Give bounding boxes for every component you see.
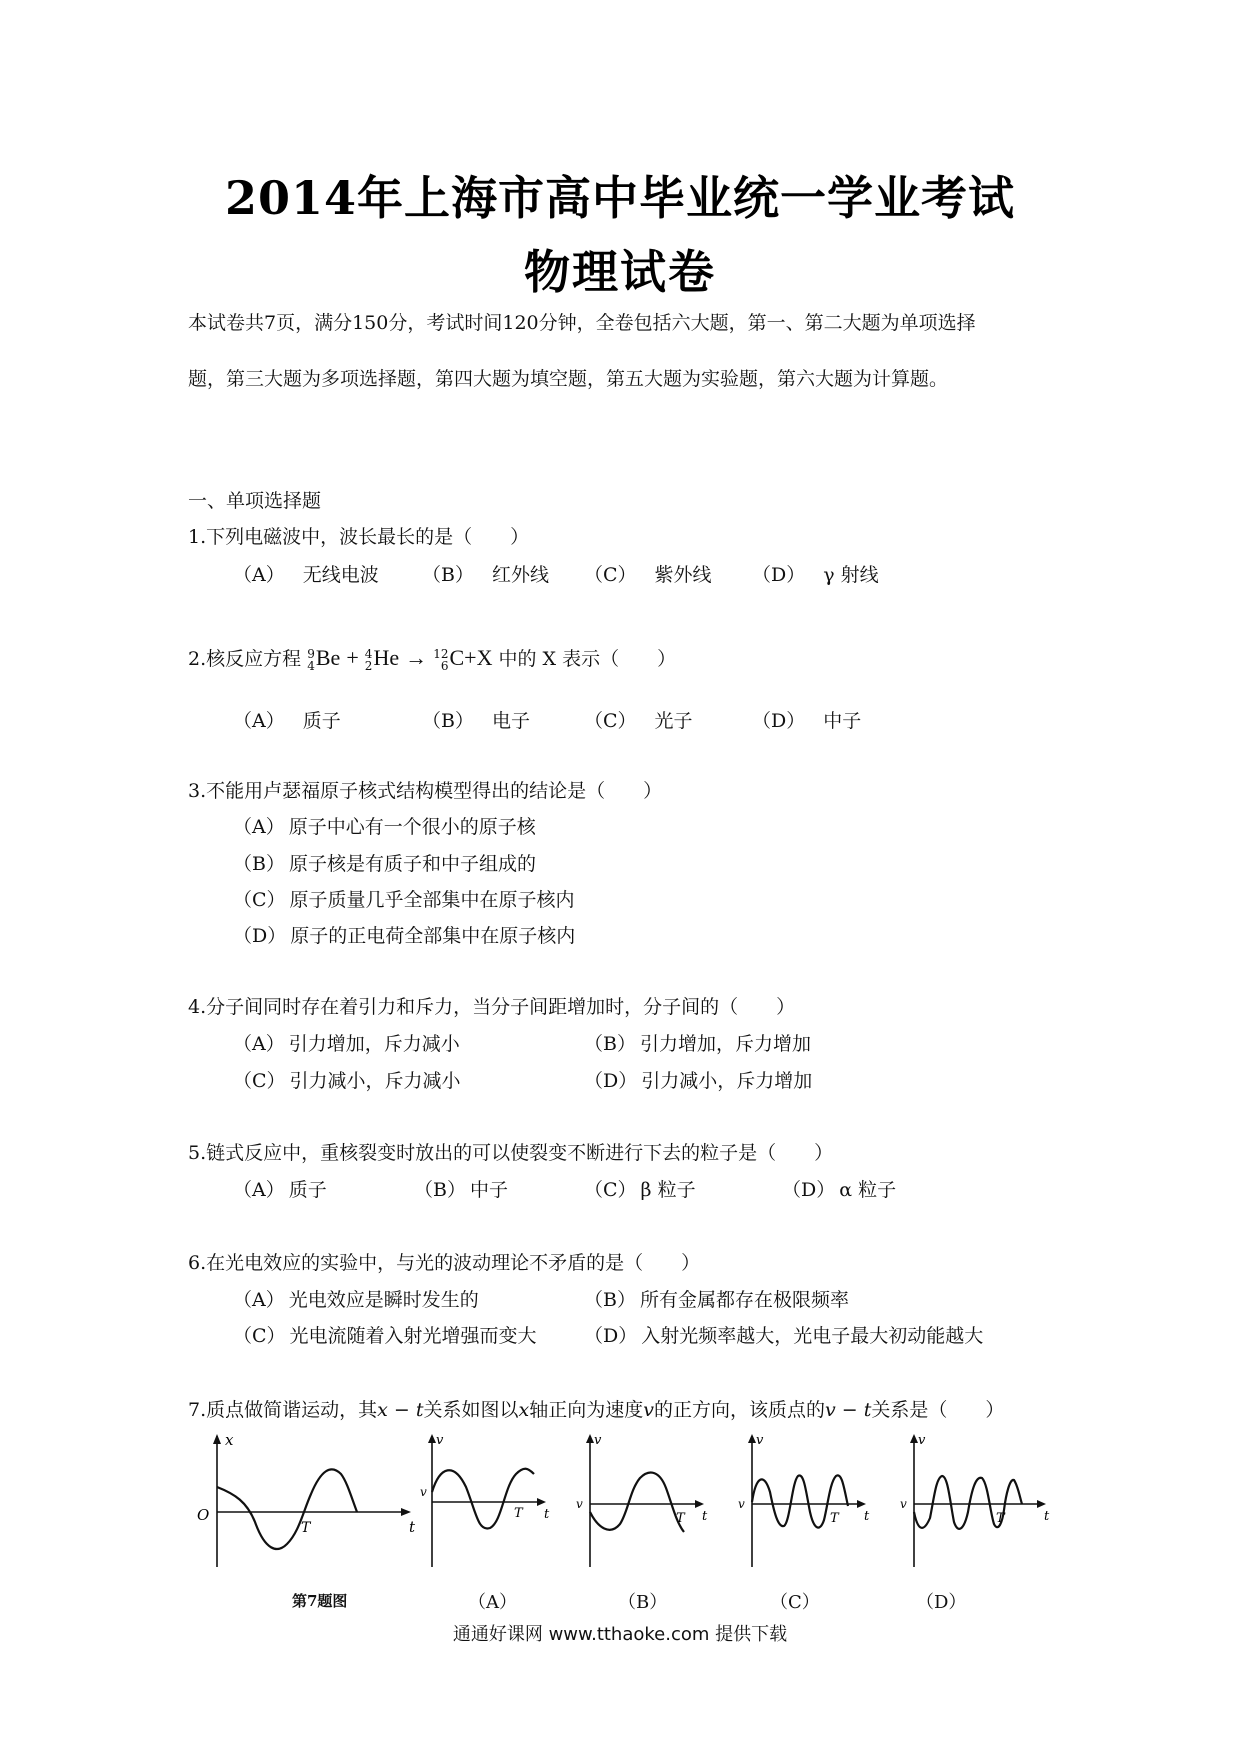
option-b-curve xyxy=(590,1473,684,1532)
option-text: 红外线 xyxy=(491,564,549,586)
c-symbol: C xyxy=(449,645,465,670)
q1-option-d xyxy=(752,560,879,587)
option-text: 引力减小，斥力减小 xyxy=(289,1070,461,1092)
option-label: （D） xyxy=(584,1070,638,1092)
q4-stem: 4.分子间同时存在着引力和斥力，当分子间距增加时，分子间的（ ） xyxy=(188,996,796,1018)
q7-option-b-graph xyxy=(572,1432,712,1572)
q3-option-d xyxy=(233,921,575,948)
c-atomic-number: 6 xyxy=(440,659,449,673)
q7-option-c-graph xyxy=(734,1432,874,1572)
option-text: 质子 xyxy=(288,1179,327,1201)
period-label: T xyxy=(830,1511,839,1526)
be-atomic-number: 4 xyxy=(307,659,315,673)
option-label: （B） xyxy=(414,1179,466,1201)
option-label: （A） xyxy=(233,1289,285,1311)
option-text: 引力减小，斥力增加 xyxy=(641,1070,813,1092)
q6-option-c xyxy=(233,1321,537,1348)
q5-option-a xyxy=(233,1175,327,1202)
axis-label-t: t xyxy=(864,1509,870,1524)
axis-label-t: t xyxy=(409,1518,416,1536)
axis-label-t: t xyxy=(544,1507,550,1522)
option-text: 光子 xyxy=(654,710,693,732)
option-label: （B） xyxy=(422,710,474,732)
footer-source: 通通好课网 www.tthaoke.com 提供下载 xyxy=(452,1624,788,1645)
q5-option-c xyxy=(584,1175,696,1202)
option-text: 原子中心有一个很小的原子核 xyxy=(288,816,536,838)
option-label: （C） xyxy=(584,710,637,732)
option-label: （A） xyxy=(233,564,285,586)
option-label: （B） xyxy=(422,564,474,586)
option-text: 原子核是有质子和中子组成的 xyxy=(288,853,536,875)
q7-stem-part: 的正方向，该质点的 xyxy=(653,1399,825,1421)
be-superscripts xyxy=(307,648,315,672)
exam-title: 2014年上海市高中毕业统一学业考试 xyxy=(224,171,1016,225)
q2-option-c xyxy=(584,706,693,733)
option-text: 引力增加，斥力增加 xyxy=(639,1033,811,1055)
option-text: 中子 xyxy=(469,1179,508,1201)
option-text: α 粒子 xyxy=(839,1179,897,1201)
period-label: T xyxy=(676,1511,685,1526)
q6-option-d xyxy=(584,1321,983,1348)
q7-stem-part: 轴正向为速度 xyxy=(529,1399,644,1421)
q7-label-a: （A） xyxy=(468,1592,517,1613)
option-label: （B） xyxy=(584,1289,636,1311)
option-text: 原子的正电荷全部集中在原子核内 xyxy=(290,925,576,947)
q7-stem-part: 关系是（ ） xyxy=(871,1399,1005,1421)
be-mass-number: 9 xyxy=(307,647,315,661)
y-axis-arrow xyxy=(213,1434,221,1444)
option-label: （C） xyxy=(584,1179,637,1201)
q1-option-a xyxy=(233,560,379,587)
q1-option-b xyxy=(422,560,549,587)
option-label: （C） xyxy=(233,1070,286,1092)
q7-option-d-graph xyxy=(896,1432,1056,1572)
q3-option-c xyxy=(233,885,575,912)
q4-option-d xyxy=(584,1066,812,1093)
q5-option-d xyxy=(782,1175,896,1202)
option-text: 质子 xyxy=(302,710,341,732)
axis-label-v: v xyxy=(738,1497,745,1511)
q2-option-a xyxy=(233,706,341,733)
option-label: （A） xyxy=(233,816,285,838)
q4-option-a xyxy=(233,1029,460,1056)
axis-label-v: v xyxy=(918,1433,926,1448)
q5-option-b xyxy=(414,1175,508,1202)
option-label: （A） xyxy=(233,710,285,732)
option-label: （D） xyxy=(584,1325,638,1347)
option-text: 无线电波 xyxy=(302,564,379,586)
option-label: （D） xyxy=(752,564,806,586)
option-text: 中子 xyxy=(823,710,862,732)
q6-option-b xyxy=(584,1285,849,1312)
q2-suffix: 中的 X 表示（ ） xyxy=(498,648,677,670)
option-text: γ 射线 xyxy=(823,564,879,586)
option-label: （B） xyxy=(584,1033,636,1055)
arrow: → xyxy=(405,645,428,670)
origin-label: O xyxy=(197,1506,210,1524)
option-label: （D） xyxy=(233,925,287,947)
option-d-curve xyxy=(914,1476,1022,1529)
q7-label-d: （D） xyxy=(916,1592,967,1613)
axis-label-x: x xyxy=(225,1432,234,1449)
option-label: （C） xyxy=(233,889,286,911)
c-superscripts xyxy=(433,648,448,672)
he-superscripts xyxy=(365,648,373,672)
q7-xt-symbol: x − t xyxy=(377,1399,424,1421)
period-label: T xyxy=(514,1506,523,1521)
axis-label-v: v xyxy=(900,1497,907,1511)
c-mass-number: 12 xyxy=(433,647,449,661)
axis-label-v: v xyxy=(436,1433,444,1448)
q7-v-symbol: v xyxy=(643,1399,654,1421)
q7-figure-caption: 第7题图 xyxy=(292,1592,348,1610)
option-label: （B） xyxy=(233,853,285,875)
axis-label-v: v xyxy=(756,1433,764,1448)
option-label: （C） xyxy=(584,564,637,586)
option-text: 电子 xyxy=(491,710,530,732)
q7-stem-part: 关系如图以 xyxy=(423,1399,519,1421)
he-symbol: He xyxy=(373,645,400,670)
q7-label-b: （B） xyxy=(618,1592,668,1613)
q7-stem-part: 7.质点做简谐运动，其 xyxy=(188,1399,378,1421)
option-label: （A） xyxy=(233,1179,285,1201)
eq-tail: +X xyxy=(464,645,493,670)
q6-stem: 6.在光电效应的实验中，与光的波动理论不矛盾的是（ ） xyxy=(188,1252,701,1274)
q2-option-d xyxy=(752,706,861,733)
q7-x-symbol: x xyxy=(518,1399,530,1421)
he-atomic-number: 2 xyxy=(364,659,373,673)
period-label: T xyxy=(996,1511,1005,1526)
axis-label-t: t xyxy=(702,1509,708,1524)
q5-stem: 5.链式反应中，重核裂变时放出的可以使裂变不断进行下去的粒子是（ ） xyxy=(188,1142,834,1164)
option-label: （D） xyxy=(752,710,806,732)
axis-label-v: v xyxy=(420,1485,427,1499)
he-mass-number: 4 xyxy=(364,647,373,661)
intro-line-1: 本试卷共7页，满分150分，考试时间120分钟，全卷包括六大题，第一、第二大题为单项选择 xyxy=(188,312,976,334)
xt-curve xyxy=(217,1469,357,1549)
q3-option-b xyxy=(233,849,536,876)
q2-option-b xyxy=(422,706,530,733)
q6-option-a xyxy=(233,1285,479,1312)
q4-option-b xyxy=(584,1029,811,1056)
plus-sign: + xyxy=(346,645,359,670)
q3-option-a xyxy=(233,812,536,839)
axis-label-v: v xyxy=(594,1433,602,1448)
option-text: β 粒子 xyxy=(640,1179,696,1201)
q7-stem xyxy=(188,1395,1004,1422)
q7-label-c: （C） xyxy=(770,1592,820,1613)
q7-figure-xt xyxy=(195,1432,425,1572)
option-label: （A） xyxy=(233,1033,285,1055)
q7-vt-symbol: v − t xyxy=(825,1399,872,1421)
exam-subtitle: 物理试卷 xyxy=(524,245,716,299)
axis-label-v: v xyxy=(576,1497,583,1511)
q2-prefix: 2.核反应方程 xyxy=(188,648,302,670)
q1-stem: 1.下列电磁波中，波长最长的是（ ） xyxy=(188,526,530,548)
q3-stem: 3.不能用卢瑟福原子核式结构模型得出的结论是（ ） xyxy=(188,780,663,802)
t-axis-arrow xyxy=(401,1508,411,1516)
option-text: 引力增加，斥力减小 xyxy=(288,1033,460,1055)
option-text: 所有金属都存在极限频率 xyxy=(639,1289,849,1311)
option-label: （C） xyxy=(233,1325,286,1347)
option-text: 紫外线 xyxy=(654,564,712,586)
axis-label-t: t xyxy=(1044,1509,1050,1524)
be-symbol: Be xyxy=(315,645,341,670)
q7-option-a-graph xyxy=(418,1432,558,1572)
q2-stem xyxy=(188,644,676,672)
option-text: 光电流随着入射光增强而变大 xyxy=(289,1325,537,1347)
q4-option-c xyxy=(233,1066,461,1093)
option-text: 光电效应是瞬时发生的 xyxy=(288,1289,479,1311)
period-label: T xyxy=(301,1520,311,1536)
option-text: 原子质量几乎全部集中在原子核内 xyxy=(289,889,575,911)
option-text: 入射光频率越大，光电子最大初动能越大 xyxy=(641,1325,984,1347)
q1-option-c xyxy=(584,560,712,587)
section-title: 一、单项选择题 xyxy=(188,490,322,512)
intro-line-2: 题，第三大题为多项选择题，第四大题为填空题，第五大题为实验题，第六大题为计算题。 xyxy=(188,368,949,390)
option-label: （D） xyxy=(782,1179,836,1201)
